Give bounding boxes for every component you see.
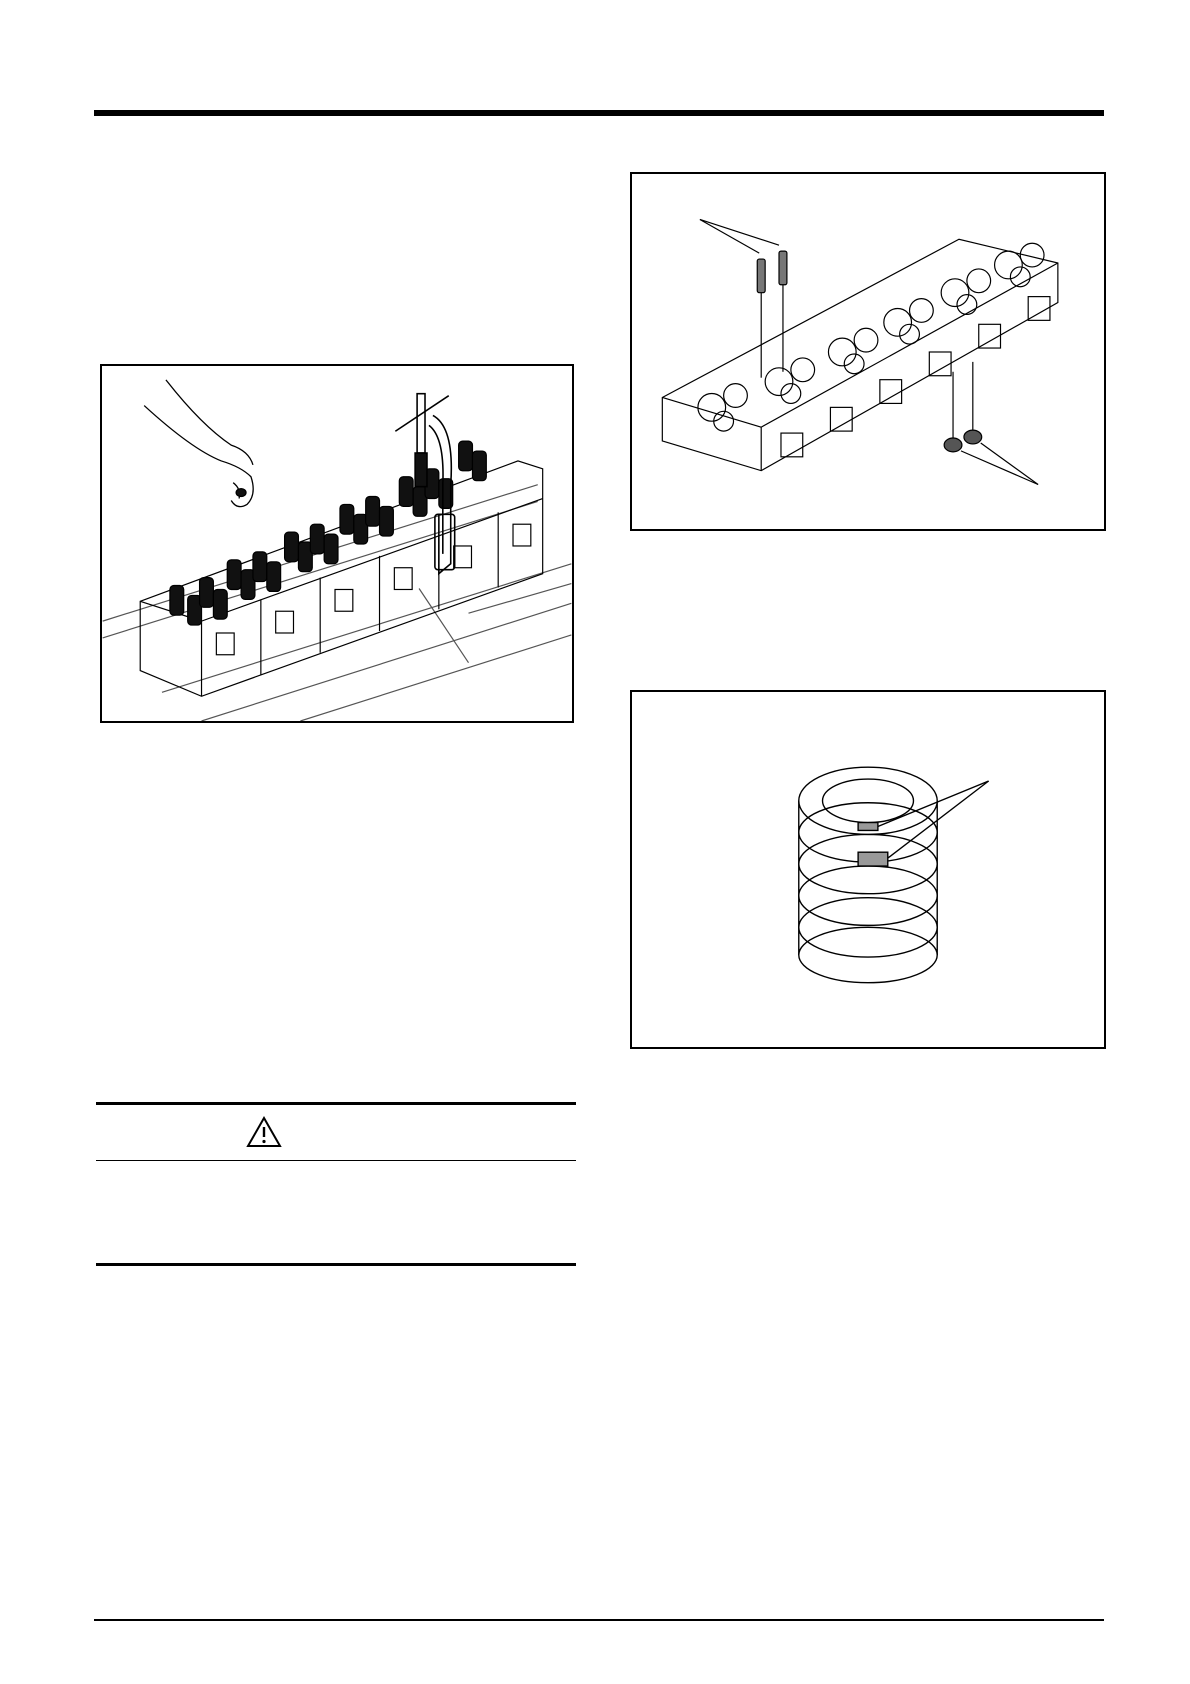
- cylinder-head-exploded-illustration: [632, 174, 1104, 529]
- valve-spring-coils: [799, 767, 937, 983]
- figure-valve-spring: [630, 690, 1106, 1049]
- technician-hand: [144, 380, 253, 507]
- valve-seat-clusters: [698, 243, 1044, 431]
- footer-rule: [94, 1619, 1104, 1621]
- leader-lines-valve-guides: [700, 219, 779, 253]
- figure-valve-guides-and-seals: [630, 172, 1106, 531]
- warning-triangle-icon: [246, 1116, 282, 1148]
- caution-rule-mid: [96, 1160, 576, 1161]
- leader-lines-paint-marks: [878, 781, 989, 858]
- valve-stem-seals: [944, 430, 982, 452]
- valve-spring-compressor-illustration: [102, 366, 572, 721]
- caution-rule-bottom: [96, 1263, 576, 1266]
- header-rule: [94, 110, 1104, 116]
- valve-spring-illustration: [632, 692, 1104, 1047]
- leader-lines-valve-seals: [961, 443, 1038, 485]
- figure-valve-spring-compressor: [100, 364, 574, 723]
- paint-marks: [858, 823, 888, 867]
- caution-rule-top: [96, 1102, 576, 1105]
